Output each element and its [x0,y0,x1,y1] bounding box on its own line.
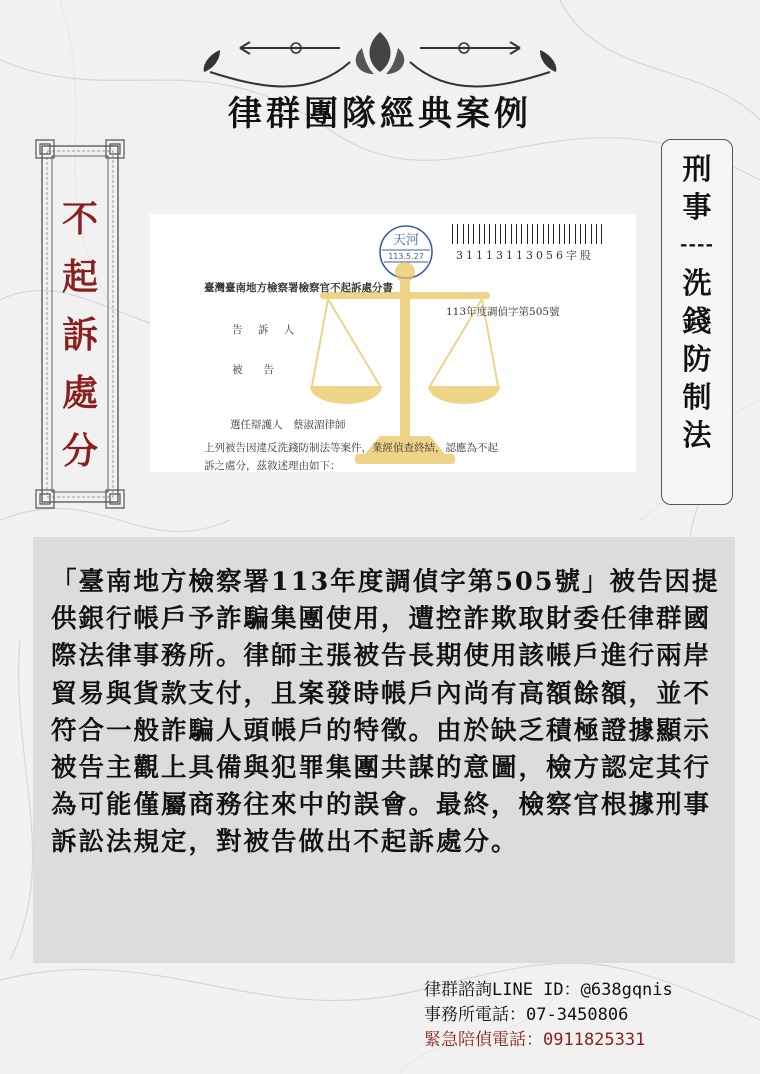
right-label-char: 洗 [682,266,712,300]
left-label-char: 處 [61,372,98,414]
right-label-char: 錢 [682,304,712,338]
criminal-money-laundering-label [662,150,732,454]
line-id: 律群諮詢LINE ID：@638gqnis [424,980,673,1000]
document-body-line-2: 訴之處分，茲敘述理由如下： [204,460,341,472]
document-heading: 臺灣臺南地方檢察署檢察官不起訴處分書 [204,282,393,294]
case-summary-text: 「臺南地方檢察署113年度調偵字第505號」被告因提供銀行帳戶予詐騙集團使用，遭控詐欺取財委任律群國際法律事務所。律師主張被告長期使用該帳戶進行兩岸貿易與貨款支付，且案發時帳戶內尚有高額餘額，並不符合一般詐騙人頭帳戶的特徵。由於缺乏積極證據顯示被告主觀上具備與犯罪集團共謀的意圖，檢方認定其行為可能僅屬商務往來中的誤會。最終，檢察官根據刑事訴訟法規定，對被告做出不起訴處分。 [51,567,720,858]
emergency-phone: 緊急陪偵電話：0911825331 [424,1030,646,1050]
document-scan [150,214,636,472]
left-label-char: 不 [61,198,98,240]
left-label-char: 分 [61,430,98,472]
defense-counsel: 選任辯護人 蔡淑湄律師 [230,419,346,431]
contact-info [424,978,673,1053]
right-label-char: 防 [682,342,712,376]
defendant-label: 被 告 [232,364,274,376]
right-label-char: 制 [682,380,712,414]
case-summary-panel [33,537,735,963]
document-body-line-1: 上列被告因違反洗錢防制法等案件，業經偵查終結，認應為不起 [204,442,498,454]
right-label-char: ---- [680,234,714,255]
right-label-char: 事 [682,190,712,224]
barcode-number: 31113113056字股 [456,249,594,262]
barcode-icon [452,224,604,244]
complainant-label: 告 訴 人 [232,324,301,336]
page-title: 律群團隊經典案例 [228,94,532,134]
right-label-char: 刑 [682,152,712,186]
category-box [661,139,733,505]
left-label-char: 訴 [61,314,98,356]
left-vertical-frame [34,138,126,510]
stamp-text: 天河 [392,233,420,248]
non-prosecution-vertical-label [34,190,126,480]
stamp-date: 113.5.27 [388,252,424,261]
office-phone: 事務所電話：07-3450806 [424,1005,629,1025]
left-label-char: 起 [61,256,98,298]
right-label-char: 法 [682,418,712,452]
case-number: 113年度調偵字第505號 [446,306,560,318]
